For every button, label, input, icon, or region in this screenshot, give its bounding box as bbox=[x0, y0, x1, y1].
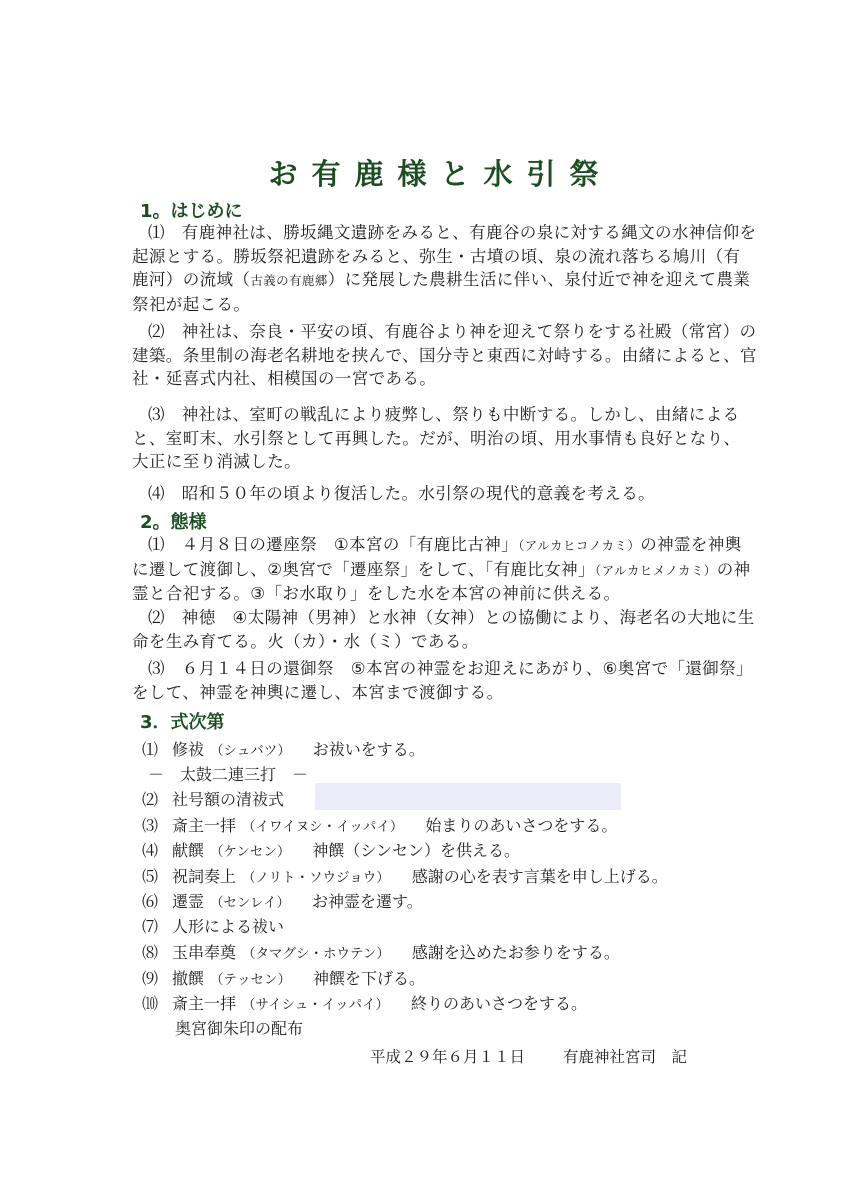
program-item: ⑸ 祝詞奏上 （ノリト・ソウジョウ） 感謝の心を表す言葉を申し上げる。 bbox=[142, 867, 668, 886]
section-heading-intro: 1。はじめに bbox=[140, 201, 243, 222]
document-title: お有鹿様と水引祭 bbox=[268, 157, 613, 191]
intro-paragraph-4: ⑷ 昭和５０年の頃より復活した。水引祭の現代的意義を考える。 bbox=[148, 484, 655, 503]
intro-paragraph-3: ⑶ 神社は、室町の戦乱により疲弊し、祭りも中断する。しかし、由緒によると、室町末、水引祭として再興した。だが、明治の頃、用水事情も良好となり、大正に至り消滅した。 bbox=[132, 405, 741, 471]
section-heading-aspects: 2。態様 bbox=[140, 512, 207, 533]
intro-paragraph-1: ⑴ 有鹿神社は、勝坂縄文遺跡をみると、有鹿谷の泉に対する縄文の水神信仰を起源とする。勝坂祭祀遺跡をみると、弥生・古墳の頃、泉の流れ落ちる鳩川（有鹿河）の流域（古義の有鹿郷）に発展した農耕生活に伴い、泉付近で神を迎えて農業祭祀が起こる。 bbox=[132, 223, 757, 314]
program-item: ⑼ 撤饌 （テッセン） 神饌を下げる。 bbox=[142, 969, 426, 988]
program-item: ⑻ 玉串奉奠 （タマグシ・ホウテン） 感謝を込めたお参りをする。 bbox=[142, 943, 620, 962]
intro-paragraph-2: ⑵ 神社は、奈良・平安の頃、有鹿谷より神を迎えて祭りをする社殿（常宮）の建築。条里制の海老名耕地を挟んで、国分寺と東西に対峙する。由緒によると、官社・延喜式内社、相模国の一宮である。 bbox=[132, 322, 757, 388]
section-heading-program: 3．式次第 bbox=[140, 712, 225, 733]
aspects-paragraph-1: ⑴ ４月８日の遷座祭 ①本宮の「有鹿比古神」（アルカヒコノカミ）の神霊を神輿に遷して渡御し、②奥宮で「遷座祭」をして、「有鹿比女神」（アルカヒメノカミ）の神霊と合祀する。③「お水取り」をした水を本宮の神前に供える。 bbox=[132, 535, 751, 603]
dateline bbox=[370, 1045, 687, 1067]
program-item: ⑺ 人形による祓い bbox=[142, 917, 285, 936]
redacted-block bbox=[315, 783, 621, 810]
program-footer-note: 奥宮御朱印の配布 bbox=[175, 1019, 304, 1038]
program-item: ⑷ 献饌 （ケンセン） 神饌（シンセン）を供える。 bbox=[142, 841, 520, 860]
program-item: ⑵ 社号額の清祓式 bbox=[142, 790, 285, 809]
aspects-paragraph-3: ⑶ ６月１４日の還御祭 ⑤本宮の神霊をお迎えにあがり、⑥奥宮で「還御祭」をして、神霊を神輿に遷し、本宮まで渡御する。 bbox=[132, 659, 753, 702]
document-date: 平成２９年６月１１日 bbox=[370, 1048, 526, 1066]
program-separator: － 太鼓二連三打 － bbox=[148, 765, 309, 784]
program-item: ⑽ 斎主一拝 （サイシュ・イッパイ） 終りのあいさつをする。 bbox=[142, 994, 588, 1013]
program-item: ⑴ 修祓 （シュバツ） お祓いをする。 bbox=[142, 740, 425, 759]
program-item: ⑶ 斎主一拝 （イワイヌシ・イッパイ） 始まりのあいさつをする。 bbox=[142, 816, 618, 835]
program-item: ⑹ 遷霊 （センレイ） お神霊を遷す。 bbox=[142, 892, 423, 911]
document-author: 有鹿神社宮司 記 bbox=[563, 1048, 688, 1066]
aspects-paragraph-2: ⑵ 神徳 ④太陽神（男神）と水神（女神）との協働により、海老名の大地に生命を生み育てる。火（カ）・水（ミ）である。 bbox=[132, 608, 755, 651]
